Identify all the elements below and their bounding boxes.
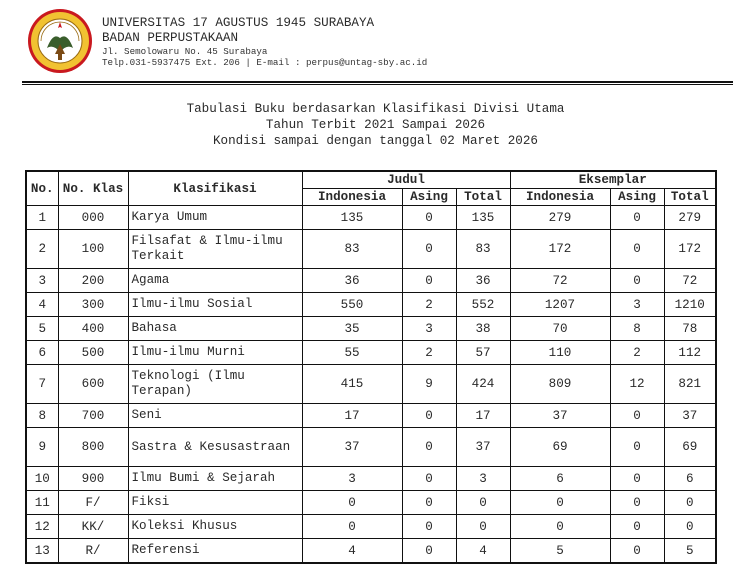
- table-row: [26, 206, 716, 230]
- cell-judul-total: 3: [456, 467, 510, 491]
- cell-judul-total: 135: [456, 206, 510, 230]
- cell-no: 9: [26, 428, 58, 467]
- cell-judul-indonesia: 550: [302, 293, 402, 317]
- cell-judul-total: 38: [456, 317, 510, 341]
- header-judul-total: Total: [456, 189, 510, 206]
- table-row: [26, 341, 716, 365]
- cell-no-klas: 800: [58, 428, 128, 467]
- university-name: UNIVERSITAS 17 AGUSTUS 1945 SURABAYA: [102, 16, 375, 30]
- cell-eksemplar-asing: 8: [610, 317, 664, 341]
- cell-judul-asing: 2: [402, 293, 456, 317]
- cell-judul-total: 37: [456, 428, 510, 467]
- header-no-klas: No. Klas: [58, 171, 128, 206]
- cell-no-klas: R/: [58, 539, 128, 564]
- cell-no-klas: KK/: [58, 515, 128, 539]
- cell-judul-asing: 0: [402, 230, 456, 269]
- header-judul-indonesia: Indonesia: [302, 189, 402, 206]
- cell-no: 2: [26, 230, 58, 269]
- cell-eksemplar-asing: 0: [610, 269, 664, 293]
- cell-judul-asing: 0: [402, 428, 456, 467]
- table-row: [26, 293, 716, 317]
- cell-no-klas: 100: [58, 230, 128, 269]
- cell-eksemplar-indonesia: 0: [510, 515, 610, 539]
- cell-no: 13: [26, 539, 58, 564]
- header-judul-asing: Asing: [402, 189, 456, 206]
- cell-eksemplar-indonesia: 70: [510, 317, 610, 341]
- cell-judul-indonesia: 3: [302, 467, 402, 491]
- cell-eksemplar-indonesia: 72: [510, 269, 610, 293]
- table-body: [26, 206, 716, 564]
- cell-judul-indonesia: 37: [302, 428, 402, 467]
- cell-judul-total: 57: [456, 341, 510, 365]
- classification-table: [25, 170, 717, 564]
- university-logo: [27, 8, 93, 74]
- cell-judul-indonesia: 35: [302, 317, 402, 341]
- cell-eksemplar-total: 37: [664, 404, 716, 428]
- cell-klasifikasi: Sastra & Kesusastraan: [128, 428, 302, 467]
- cell-eksemplar-total: 0: [664, 491, 716, 515]
- cell-eksemplar-asing: 3: [610, 293, 664, 317]
- cell-judul-total: 552: [456, 293, 510, 317]
- cell-klasifikasi: Bahasa: [128, 317, 302, 341]
- cell-eksemplar-total: 0: [664, 515, 716, 539]
- header-eksemplar-asing: Asing: [610, 189, 664, 206]
- cell-judul-asing: 3: [402, 317, 456, 341]
- cell-eksemplar-total: 78: [664, 317, 716, 341]
- cell-judul-total: 17: [456, 404, 510, 428]
- cell-eksemplar-total: 72: [664, 269, 716, 293]
- table-row: [26, 428, 716, 467]
- cell-eksemplar-asing: 0: [610, 491, 664, 515]
- cell-no: 3: [26, 269, 58, 293]
- header-judul: Judul: [302, 171, 510, 189]
- cell-klasifikasi: Koleksi Khusus: [128, 515, 302, 539]
- cell-no: 8: [26, 404, 58, 428]
- cell-eksemplar-asing: 12: [610, 365, 664, 404]
- cell-no-klas: F/: [58, 491, 128, 515]
- header-eksemplar: Eksemplar: [510, 171, 716, 189]
- cell-judul-indonesia: 55: [302, 341, 402, 365]
- contact-info: Telp.031-5937475 Ext. 206 | E-mail : perpus@untag-sby.ac.id: [102, 57, 428, 68]
- cell-no-klas: 200: [58, 269, 128, 293]
- report-years: Tahun Terbit 2021 Sampai 2026: [265, 118, 486, 132]
- cell-eksemplar-asing: 0: [610, 428, 664, 467]
- cell-klasifikasi: Referensi: [128, 539, 302, 564]
- table-row: [26, 539, 716, 564]
- cell-no: 12: [26, 515, 58, 539]
- header-rule-thin: [22, 84, 733, 85]
- table-row: [26, 515, 716, 539]
- cell-no: 5: [26, 317, 58, 341]
- cell-judul-indonesia: 415: [302, 365, 402, 404]
- header-no: No.: [26, 171, 58, 206]
- cell-no: 11: [26, 491, 58, 515]
- cell-judul-asing: 0: [402, 515, 456, 539]
- cell-eksemplar-indonesia: 279: [510, 206, 610, 230]
- cell-klasifikasi: Agama: [128, 269, 302, 293]
- cell-eksemplar-total: 6: [664, 467, 716, 491]
- cell-judul-total: 4: [456, 539, 510, 564]
- cell-eksemplar-asing: 0: [610, 206, 664, 230]
- cell-judul-asing: 0: [402, 404, 456, 428]
- report-title: Tabulasi Buku berdasarkan Klasifikasi Divisi Utama: [186, 102, 565, 116]
- cell-eksemplar-indonesia: 110: [510, 341, 610, 365]
- cell-eksemplar-asing: 0: [610, 515, 664, 539]
- table-row: [26, 317, 716, 341]
- table-row: [26, 230, 716, 269]
- cell-klasifikasi: Fiksi: [128, 491, 302, 515]
- cell-eksemplar-indonesia: 69: [510, 428, 610, 467]
- header-rule: [22, 81, 733, 83]
- cell-eksemplar-indonesia: 37: [510, 404, 610, 428]
- header-eksemplar-total: Total: [664, 189, 716, 206]
- cell-eksemplar-asing: 0: [610, 467, 664, 491]
- cell-no: 7: [26, 365, 58, 404]
- agency-name: BADAN PERPUSTAKAAN: [102, 31, 239, 45]
- cell-klasifikasi: Seni: [128, 404, 302, 428]
- cell-judul-total: 0: [456, 515, 510, 539]
- cell-judul-total: 0: [456, 491, 510, 515]
- cell-judul-asing: 0: [402, 206, 456, 230]
- cell-eksemplar-total: 5: [664, 539, 716, 564]
- cell-klasifikasi: Ilmu-ilmu Sosial: [128, 293, 302, 317]
- cell-no-klas: 900: [58, 467, 128, 491]
- cell-judul-asing: 0: [402, 539, 456, 564]
- report-title-block: [0, 101, 751, 149]
- cell-klasifikasi: Ilmu Bumi & Sejarah: [128, 467, 302, 491]
- cell-no-klas: 600: [58, 365, 128, 404]
- cell-eksemplar-total: 821: [664, 365, 716, 404]
- cell-no-klas: 500: [58, 341, 128, 365]
- cell-eksemplar-indonesia: 5: [510, 539, 610, 564]
- cell-no-klas: 700: [58, 404, 128, 428]
- cell-eksemplar-asing: 0: [610, 404, 664, 428]
- cell-klasifikasi: Ilmu-ilmu Murni: [128, 341, 302, 365]
- cell-eksemplar-total: 172: [664, 230, 716, 269]
- header-eksemplar-indonesia: Indonesia: [510, 189, 610, 206]
- report-condition: Kondisi sampai dengan tanggal 02 Maret 2026: [213, 134, 538, 148]
- cell-judul-asing: 0: [402, 269, 456, 293]
- cell-no: 1: [26, 206, 58, 230]
- letterhead: [0, 0, 751, 86]
- cell-judul-asing: 2: [402, 341, 456, 365]
- cell-judul-indonesia: 17: [302, 404, 402, 428]
- cell-no-klas: 000: [58, 206, 128, 230]
- cell-klasifikasi: Teknologi (Ilmu Terapan): [128, 365, 302, 404]
- cell-eksemplar-total: 279: [664, 206, 716, 230]
- cell-judul-asing: 0: [402, 491, 456, 515]
- cell-eksemplar-asing: 2: [610, 341, 664, 365]
- cell-no-klas: 400: [58, 317, 128, 341]
- cell-klasifikasi: Filsafat & Ilmu-ilmu Terkait: [128, 230, 302, 269]
- cell-eksemplar-indonesia: 172: [510, 230, 610, 269]
- cell-judul-indonesia: 135: [302, 206, 402, 230]
- cell-judul-total: 36: [456, 269, 510, 293]
- cell-eksemplar-indonesia: 1207: [510, 293, 610, 317]
- address: Jl. Semolowaru No. 45 Surabaya: [102, 46, 268, 57]
- table-row: [26, 467, 716, 491]
- cell-eksemplar-total: 112: [664, 341, 716, 365]
- cell-judul-indonesia: 36: [302, 269, 402, 293]
- cell-no: 6: [26, 341, 58, 365]
- cell-eksemplar-asing: 0: [610, 230, 664, 269]
- table-row: [26, 365, 716, 404]
- cell-judul-indonesia: 4: [302, 539, 402, 564]
- cell-eksemplar-indonesia: 809: [510, 365, 610, 404]
- cell-eksemplar-total: 69: [664, 428, 716, 467]
- cell-eksemplar-indonesia: 6: [510, 467, 610, 491]
- header-klasifikasi: Klasifikasi: [128, 171, 302, 206]
- cell-judul-indonesia: 0: [302, 491, 402, 515]
- cell-no: 4: [26, 293, 58, 317]
- table-row: [26, 404, 716, 428]
- cell-judul-indonesia: 0: [302, 515, 402, 539]
- cell-judul-asing: 0: [402, 467, 456, 491]
- cell-judul-indonesia: 83: [302, 230, 402, 269]
- cell-eksemplar-indonesia: 0: [510, 491, 610, 515]
- cell-judul-total: 83: [456, 230, 510, 269]
- table-row: [26, 491, 716, 515]
- cell-judul-total: 424: [456, 365, 510, 404]
- cell-no-klas: 300: [58, 293, 128, 317]
- cell-judul-asing: 9: [402, 365, 456, 404]
- cell-eksemplar-asing: 0: [610, 539, 664, 564]
- cell-klasifikasi: Karya Umum: [128, 206, 302, 230]
- cell-no: 10: [26, 467, 58, 491]
- table-row: [26, 269, 716, 293]
- institution-block: [102, 16, 427, 68]
- cell-eksemplar-total: 1210: [664, 293, 716, 317]
